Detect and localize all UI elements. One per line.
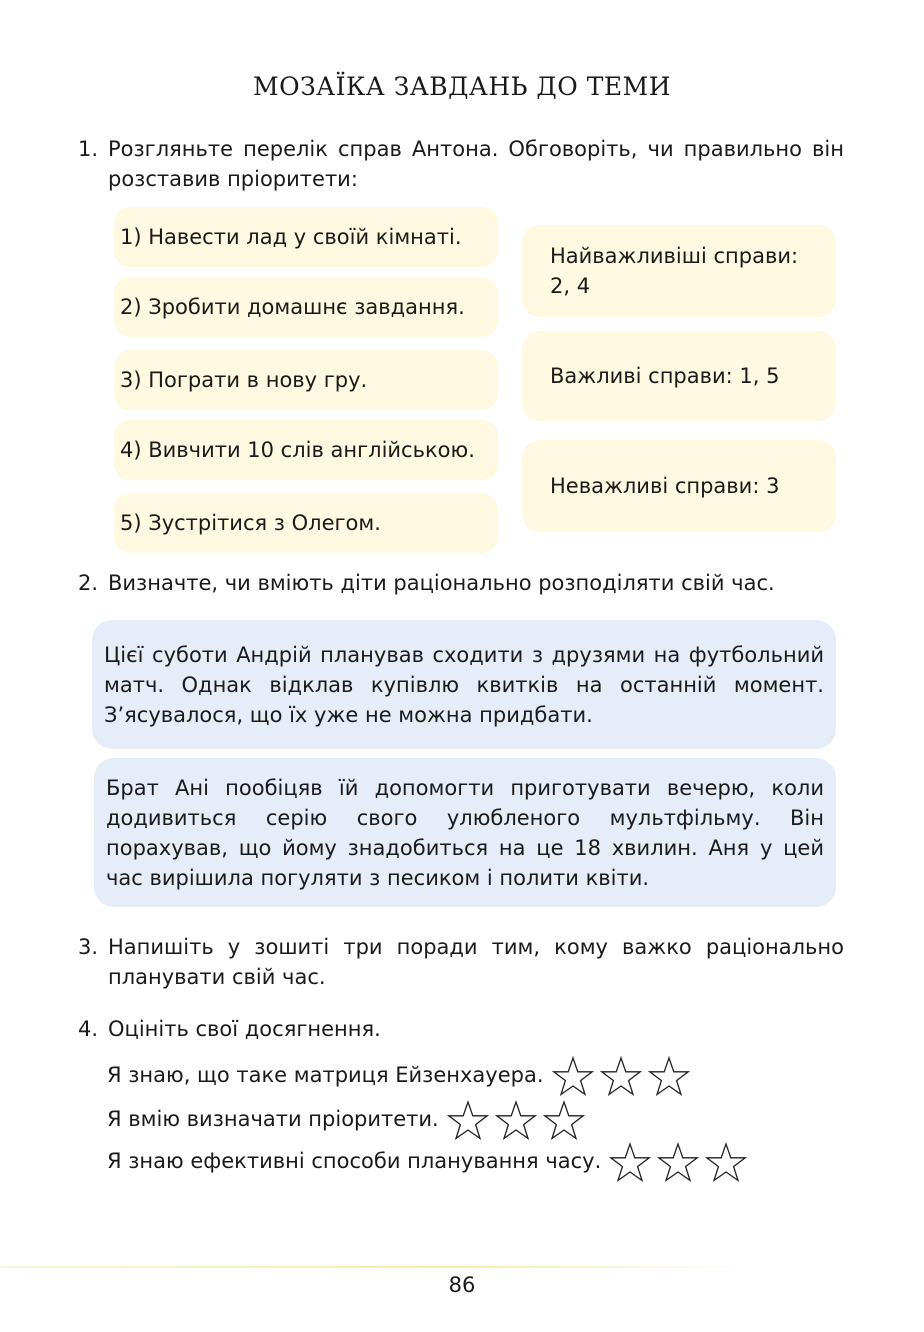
category-unimportant: Неважливі справи: 3: [522, 440, 836, 532]
page-number: 86: [448, 1273, 476, 1297]
star-outline-icon[interactable]: [648, 1056, 690, 1096]
star-outline-icon[interactable]: [447, 1100, 489, 1140]
list-item: 1) Навести лад у своїй кімнаті.: [114, 207, 498, 267]
page-title: МОЗАЇКА ЗАВДАНЬ ДО ТЕМИ: [252, 72, 672, 101]
star-rating: [552, 1056, 696, 1096]
category-most-important: Найважливіші справи: 2, 4: [522, 225, 836, 317]
star-outline-icon[interactable]: [657, 1142, 699, 1182]
self-assessment-text: Я вмію визначати пріоритети.: [107, 1107, 439, 1131]
self-assessment-row: [107, 1100, 591, 1140]
star-outline-icon[interactable]: [609, 1142, 651, 1182]
task-1-text: Розгляньте перелік справ Антона. Обговоріть, чи правильно він розставив пріоритети:: [108, 137, 844, 191]
task-3: [78, 932, 844, 992]
list-item: 2) Зробити домашнє завдання.: [114, 277, 498, 337]
self-assessment-text: Я знаю, що таке матриця Ейзенхауера.: [107, 1063, 544, 1087]
story-card: [94, 758, 836, 907]
task-3-text: Напишіть у зошиті три поради тим, кому важко раціонально планувати свій час.: [108, 935, 844, 989]
task-2: [78, 568, 844, 598]
task-2-text: Визначте, чи вміють діти раціонально розподіляти свій час.: [108, 571, 775, 595]
footer-divider: [0, 1266, 760, 1268]
self-assessment-row: [107, 1056, 696, 1096]
list-item: 5) Зустрітися з Олегом.: [114, 493, 498, 553]
task-4: [78, 1014, 844, 1044]
star-rating: [609, 1142, 753, 1182]
list-item: 3) Пограти в нову гру.: [114, 350, 498, 410]
task-4-number: 4.: [78, 1017, 99, 1041]
self-assessment-row: [107, 1142, 753, 1182]
task-4-text: Оцініть свої досягнення.: [108, 1017, 381, 1041]
star-rating: [447, 1100, 591, 1140]
task-1-number: 1.: [78, 137, 99, 161]
star-outline-icon[interactable]: [552, 1056, 594, 1096]
task-3-number: 3.: [78, 935, 99, 959]
task-1: [78, 134, 844, 194]
self-assessment-text: Я знаю ефективні способи планування часу.: [107, 1149, 602, 1173]
star-outline-icon[interactable]: [495, 1100, 537, 1140]
star-outline-icon[interactable]: [543, 1100, 585, 1140]
category-important: Важливі справи: 1, 5: [522, 331, 836, 421]
task-2-number: 2.: [78, 571, 99, 595]
star-outline-icon[interactable]: [705, 1142, 747, 1182]
story-text: Брат Ані пообіцяв їй допомогти приготувати вечерю, коли додивиться серію свого улюбленого мультфільму. Він порахував, що йому знадобиться на це 18 хвилин. Аня у цей час вирішила погуляти з песиком і полити квіти.: [106, 775, 824, 890]
list-item: 4) Вивчити 10 слів англійською.: [114, 420, 498, 480]
story-text: Цієї суботи Андрій планував сходити з друзями на футбольний матч. Однак відклав купівлю квитків на останній момент. З’ясувалося, що їх уже не можна придбати.: [104, 642, 824, 727]
star-outline-icon[interactable]: [600, 1056, 642, 1096]
story-card: [92, 620, 836, 749]
